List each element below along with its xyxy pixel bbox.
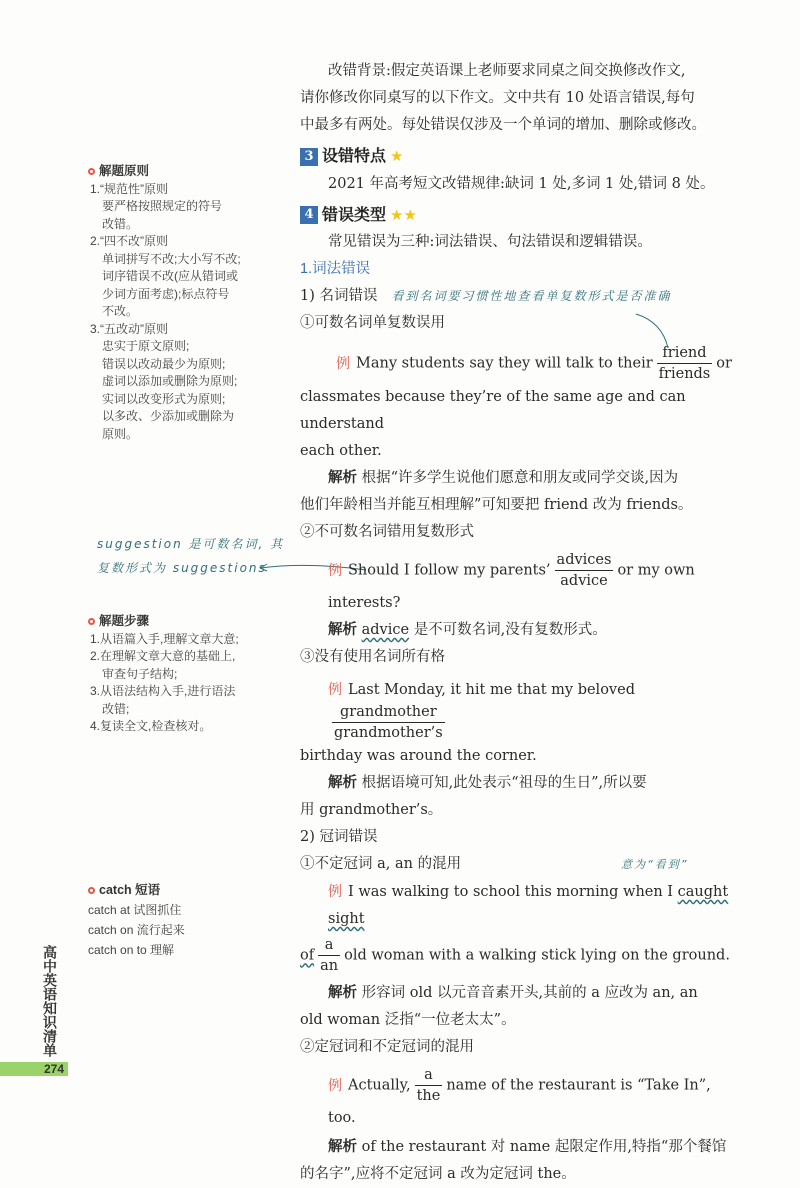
bullet-icon <box>88 887 95 894</box>
correction-fraction: $\frac{\text{friend}}{\text{friends}}$ <box>658 345 711 382</box>
side-line: 忠实于原文原则; <box>102 339 190 353</box>
heading-article-1: ①不定冠词 a, an 的混用 意为“看到” <box>300 856 689 872</box>
example-label: 例 <box>328 883 342 899</box>
vertical-book-title: 高中英语知识清单 <box>42 945 58 1057</box>
section-4-header <box>300 202 740 230</box>
side-line: 实词以改变形式为原则; <box>102 391 226 406</box>
side-line: 1.从语篇入手,理解文章大意; <box>90 631 239 646</box>
section-number: 4 <box>300 206 318 224</box>
side-line: catch at 试图抓住 <box>88 903 182 917</box>
heading-lexical: 1.词法错误 <box>300 261 371 277</box>
correction-fraction: $\frac{\text{advices}}{\text{advice}}$ <box>556 552 612 589</box>
correction-fraction: $\frac{a}{\text{the}}$ <box>416 1067 441 1104</box>
section-title: 设错特点 <box>322 148 387 165</box>
side-line: 原则。 <box>102 426 139 441</box>
handwritten-note-caught: 意为“看到” <box>621 858 689 871</box>
heading-noun-2: ②不可数名词错用复数形式 <box>300 524 474 540</box>
steps-heading: 解题步骤 <box>88 613 278 631</box>
example-3-line: birthday was around the corner. <box>300 748 537 764</box>
star-icon: ★★ <box>390 205 417 224</box>
analysis-1: 解析 根据“许多学生说他们愿意和朋友或同学交谈,因为 <box>328 470 679 486</box>
side-line: 词序错误不改(应从错词或 <box>102 269 238 283</box>
example-3: 例 Last Monday, it hit me that my beloved $\frac{\text{grandmother}}{\text{grandmother’s}}$ <box>328 681 635 741</box>
intro-line: 改错背景:假定英语课上老师要求同桌之间交换修改作文, <box>328 63 686 79</box>
sidebar-principles <box>88 163 278 443</box>
heading-noun: 1) 名词错误 看到名词要习惯性地查看单复数形式是否准确 <box>300 288 672 304</box>
example-label: 例 <box>336 354 350 371</box>
bullet-icon <box>88 168 95 175</box>
analysis-5: 解析 of the restaurant 对 name 起限定作用,特指“那个餐馆 <box>328 1139 727 1155</box>
side-line: 改错; <box>102 701 130 716</box>
star-icon: ★ <box>390 147 404 165</box>
heading-article-2: ②定冠词和不定冠词的混用 <box>300 1039 474 1055</box>
analysis-1-line: 他们年龄相当并能互相理解”可知要把 friend 改为 friends。 <box>300 497 693 513</box>
heading-noun-1: ①可数名词单复数误用 <box>300 315 445 331</box>
heading-article: 2) 冠词错误 <box>300 829 378 845</box>
side-line: 3.从语法结构入手,进行语法 <box>90 684 236 698</box>
side-line: 不改。 <box>102 304 139 318</box>
example-1-line: each other. <box>300 443 382 459</box>
section-3-text: 2021 年高考短文改错规律:缺词 1 处,多词 1 处,错词 8 处。 <box>328 175 715 192</box>
side-line: 2.“四不改”原则 <box>90 234 169 248</box>
page-number: 274 <box>44 1062 65 1076</box>
heading-noun-3: ③没有使用名词所有格 <box>300 649 445 665</box>
side-line: catch on 流行起来 <box>88 923 185 937</box>
side-line: 错误以改动最少为原则; <box>102 356 226 371</box>
example-5: 例 Actually, $\frac{a}{\text{the}}$ name of the restaurant is “Take In”, too. <box>328 1067 711 1126</box>
example-4: 例 I was walking to school this morning when I caught sight <box>328 883 729 927</box>
side-line: 改错。 <box>102 216 139 231</box>
analysis-4: 解析 形容词 old 以元音音素开头,其前的 a 应改为 an, an <box>328 985 698 1001</box>
example-1: 例 Many students say they will talk to their $\frac{\text{friend}}{\text{friends}}$ or <box>336 345 732 382</box>
intro-line: 中最多有两处。每处错误仅涉及一个单词的增加、删除或修改。 <box>300 117 706 133</box>
section-3-header <box>300 143 740 171</box>
section-4-text: 常见错误为三种:词法错误、句法错误和逻辑错误。 <box>328 234 652 250</box>
bullet-icon <box>88 618 95 625</box>
side-line: 少词方面考虑);标点符号 <box>102 286 230 301</box>
note-arrow-icon <box>632 312 672 352</box>
side-line: 审查句子结构; <box>102 666 178 681</box>
handwritten-note-noun: 看到名词要习惯性地查看单复数形式是否准确 <box>391 289 672 303</box>
analysis-3-line: 用 grandmother’s。 <box>300 802 443 818</box>
example-1-line: classmates because they’re of the same age and can understand <box>300 389 686 432</box>
example-2: 例 Should I follow my parents’ $\frac{\text{advices}}{\text{advice}}$ or my own interests? <box>328 552 695 611</box>
side-line: 单词拼写不改;大小写不改; <box>102 251 241 266</box>
section-title: 错误类型 <box>322 206 387 224</box>
main-content <box>300 58 740 1188</box>
side-line: catch on to 理解 <box>88 943 175 957</box>
correction-fraction: $\frac{a}{an}$ <box>320 937 339 974</box>
principles-heading: 解题原则 <box>88 163 278 181</box>
side-line: 2.在理解文章大意的基础上, <box>90 649 236 663</box>
side-line: 4.复读全文,检查核对。 <box>90 719 212 733</box>
side-line: 要严格按照规定的符号 <box>102 199 223 213</box>
intro-line: 请你修改你同桌写的以下作文。文中共有 10 处语言错误,每句 <box>300 90 695 106</box>
analysis-3: 解析 根据语境可知,此处表示“祖母的生日”,所以要 <box>328 775 647 791</box>
section-number: 3 <box>300 148 318 166</box>
side-line: 虚词以添加或删除为原则; <box>102 374 238 388</box>
side-line: 3.“五改动”原则 <box>90 321 169 336</box>
example-4-line: of $\frac{a}{an}$ old woman with a walking stick lying on the ground. <box>300 937 730 974</box>
correction-fraction: $\frac{\text{grandmother}}{\text{grandmother’s}}$ <box>334 704 443 741</box>
handwritten-note-suggestion: suggestion 是可数名词, 其 复数形式为 suggestions <box>97 537 285 575</box>
catch-heading: catch 短语 <box>88 880 278 900</box>
example-label: 例 <box>328 1076 342 1093</box>
sidebar-steps <box>88 613 278 736</box>
side-line: 1.“规范性”原则 <box>90 181 169 196</box>
analysis-2: 解析 advice 是不可数名词,没有复数形式。 <box>328 622 607 638</box>
side-line: 以多改、少添加或删除为 <box>102 409 235 423</box>
example-label: 例 <box>328 681 342 697</box>
example-label: 例 <box>328 561 342 578</box>
sidebar-catch <box>88 880 278 960</box>
analysis-4-line: old woman 泛指“一位老太太”。 <box>300 1012 516 1028</box>
analysis-5-line: 的名字”,应将不定冠词 a 改为定冠词 the。 <box>300 1166 576 1182</box>
